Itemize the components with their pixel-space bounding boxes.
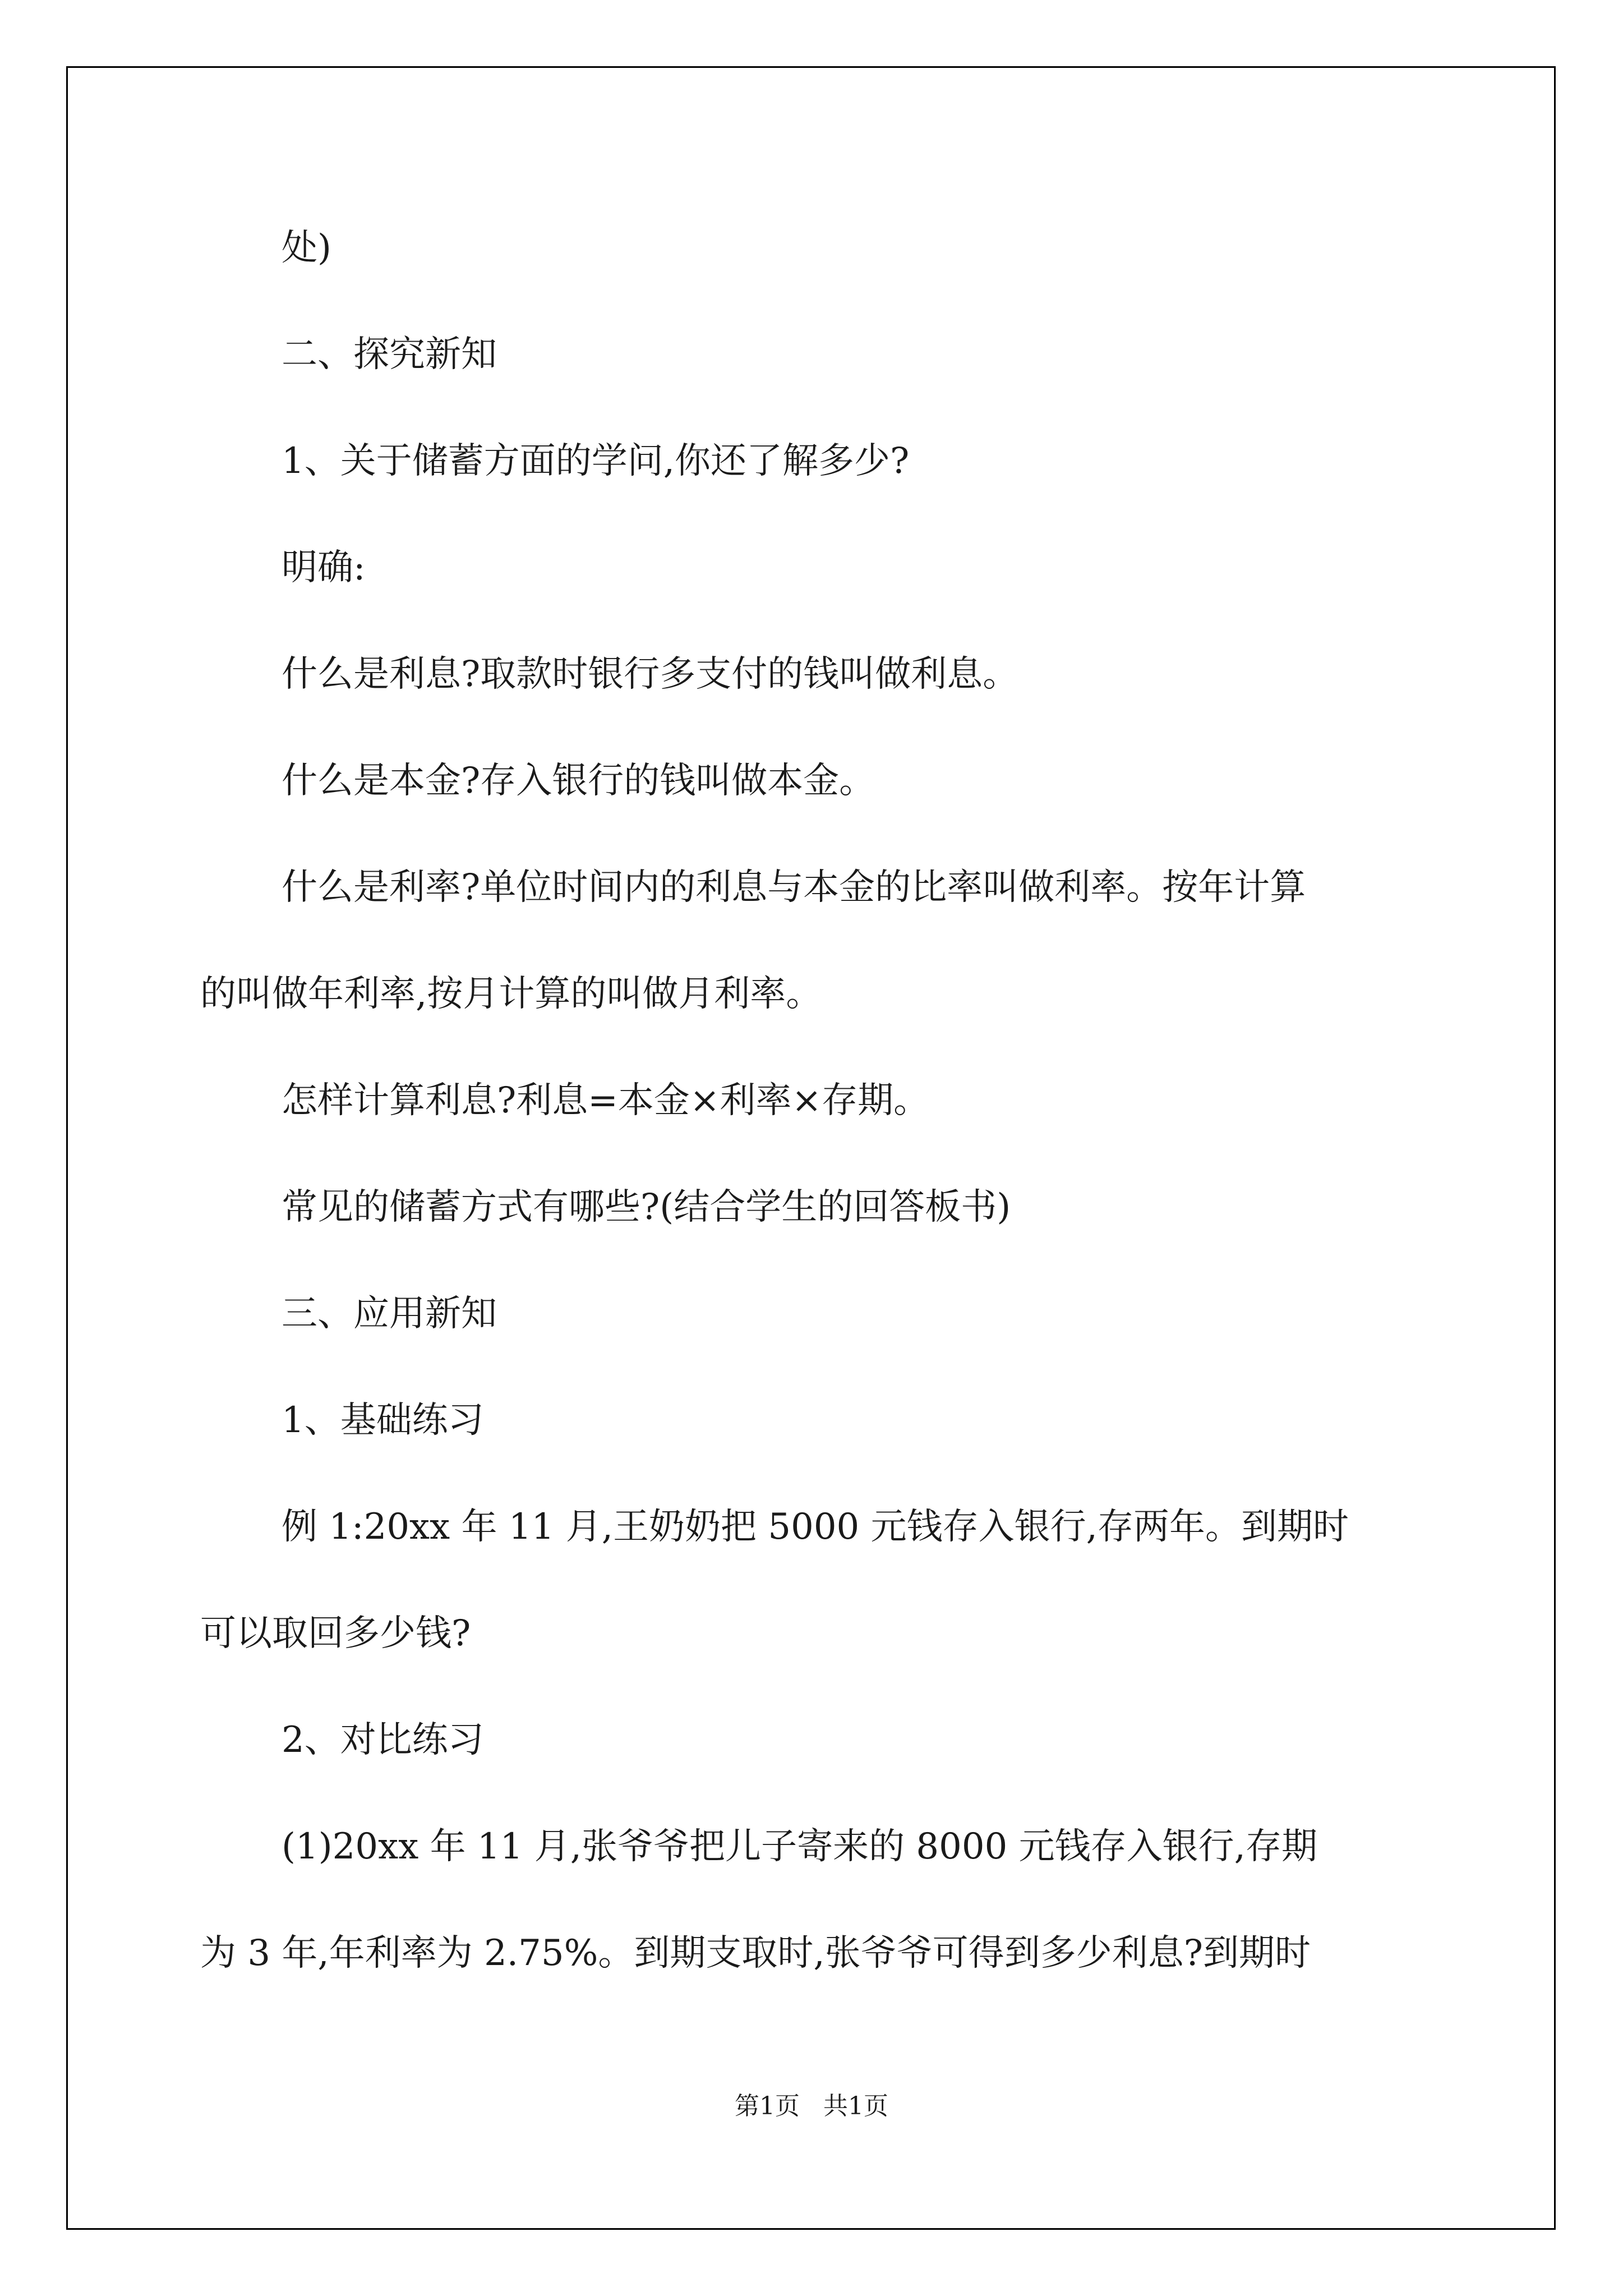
text-line: 什么是本金?存入银行的钱叫做本金。 bbox=[282, 760, 875, 802]
text-line: 明确: bbox=[282, 547, 366, 588]
section-heading: 三、应用新知 bbox=[282, 1293, 497, 1335]
text-line: 什么是利率?单位时间内的利息与本金的比率叫做利率。按年计算 bbox=[282, 867, 1306, 908]
text-line: 处) bbox=[282, 227, 331, 269]
text-line: 什么是利息?取款时银行多支付的钱叫做利息。 bbox=[282, 654, 1019, 695]
page-footer: 第1页 共1页 bbox=[735, 2092, 888, 2120]
text-line: 的叫做年利率,按月计算的叫做月利率。 bbox=[200, 973, 822, 1015]
text-line: 怎样计算利息?利息=本金×利率×存期。 bbox=[282, 1080, 930, 1121]
text-line: 可以取回多少钱? bbox=[200, 1613, 471, 1654]
text-line: 2、对比练习 bbox=[282, 1719, 484, 1761]
text-line: 常见的储蓄方式有哪些?(结合学生的回答板书) bbox=[282, 1186, 1011, 1228]
text-line: (1)20xx 年 11 月,张爷爷把儿子寄来的 8000 元钱存入银行,存期 bbox=[282, 1826, 1317, 1867]
text-line: 例 1:20xx 年 11 月,王奶奶把 5000 元钱存入银行,存两年。到期时 bbox=[282, 1506, 1349, 1548]
page-border bbox=[66, 66, 1556, 2230]
section-heading: 二、探究新知 bbox=[282, 334, 497, 375]
text-line: 1、基础练习 bbox=[282, 1400, 484, 1441]
text-line: 为 3 年,年利率为 2.75%。到期支取时,张爷爷可得到多少利息?到期时 bbox=[200, 1932, 1311, 1974]
text-line: 1、关于储蓄方面的学问,你还了解多少? bbox=[282, 440, 910, 482]
